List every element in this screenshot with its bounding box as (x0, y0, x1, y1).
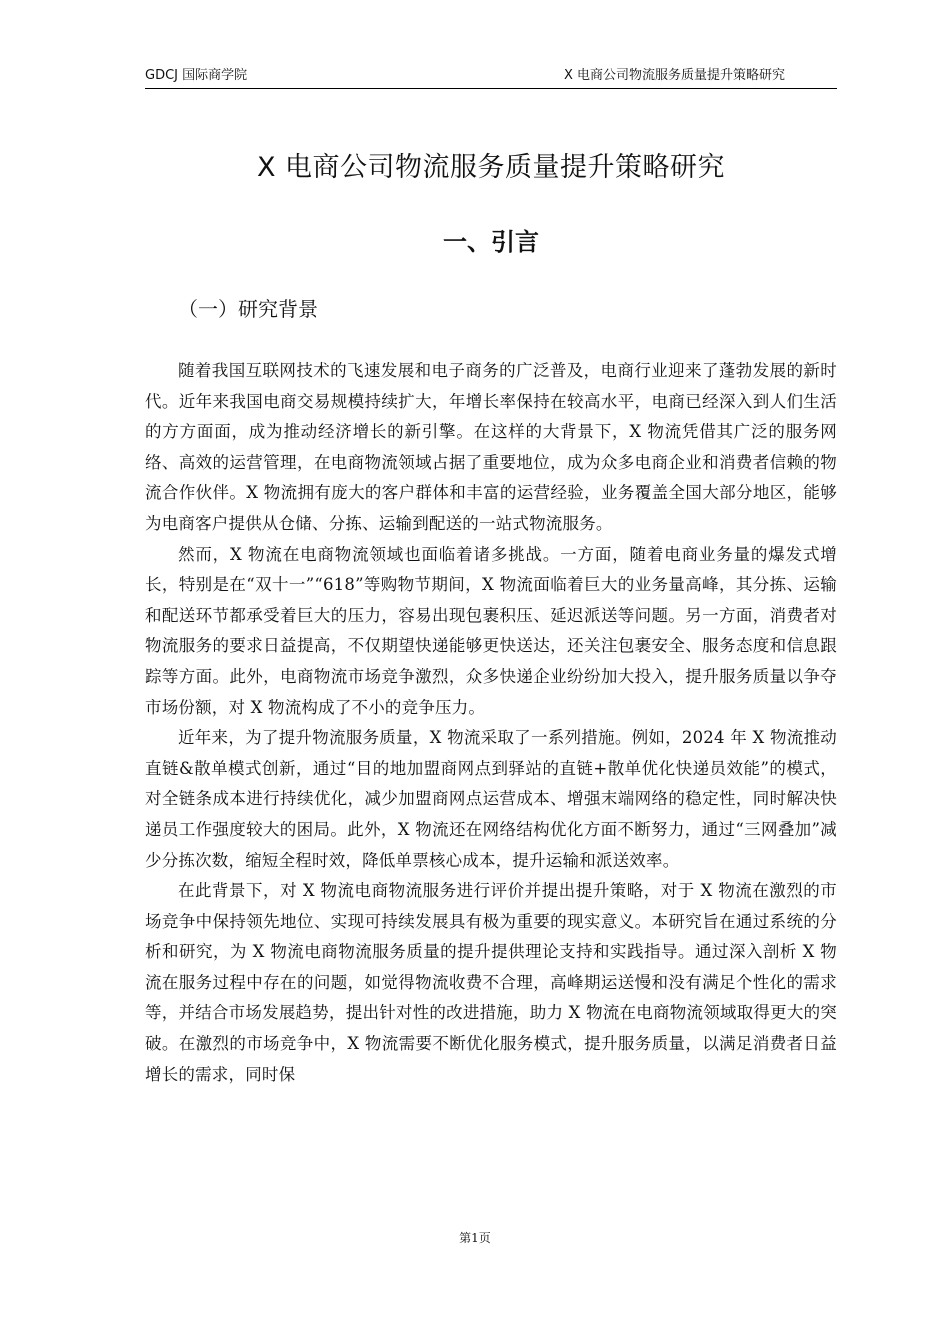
paragraph: 在此背景下，对 X 物流电商物流服务进行评价并提出提升策略，对于 X 物流在激烈的市场竞争中保持领先地位、实现可持续发展具有极为重要的现实意义。本研究旨在通过系统的分析和研究，为 X 物流电商物流服务质量的提升提供理论支持和实践指导。通过深入剖析 X 物流在服务过程中存在的问题，如觉得物流收费不合理，高峰期运送慢和没有满足个性化的需求等，并结合市场发展趋势，提出针对性的改进措施，助力 X 物流在电商物流领域取得更大的突破。在激烈的市场竞争中，X 物流需要不断优化服务模式，提升服务质量，以满足消费者日益增长的需求，同时保 (145, 881, 837, 1084)
paragraph: 随着我国互联网技术的飞速发展和电子商务的广泛普及，电商行业迎来了蓬勃发展的新时代。近年来我国电商交易规模持续扩大，年增长率保持在较高水平，电商已经深入到人们生活的方方面面，成为推动经济增长的新引擎。在这样的大背景下，X 物流凭借其广泛的服务网络、高效的运营管理，在电商物流领域占据了重要地位，成为众多电商企业和消费者信赖的物流合作伙伴。X 物流拥有庞大的客户群体和丰富的运营经验，业务覆盖全国大部分地区，能够为电商客户提供从仓储、分拣、运输到配送的一站式物流服务。 (145, 361, 837, 533)
subsection-heading: （一）研究背景 (178, 297, 318, 321)
body-text (145, 356, 837, 1090)
section-heading: 一、引言 (443, 228, 539, 256)
paragraph: 近年来，为了提升物流服务质量，X 物流采取了一系列措施。例如，2024 年 X 物流推动直链&散单模式创新，通过“目的地加盟商网点到驿站的直链+散单优化快递员效能”的模式，对全链条成本进行持续优化，减少加盟商网点运营成本、增强末端网络的稳定性，同时解决快递员工作强度较大的困局。此外，X 物流还在网络结构优化方面不断努力，通过“三网叠加”减少分拣次数，缩短全程时效，降低单票核心成本，提升运输和派送效率。 (145, 728, 837, 870)
header-doc-title: X 电商公司物流服务质量提升策略研究 (563, 68, 785, 83)
document-title: X 电商公司物流服务质量提升策略研究 (256, 152, 726, 183)
page-number: 第1页 (459, 1231, 491, 1245)
page-header (145, 66, 837, 89)
paragraph: 然而，X 物流在电商物流领域也面临着诸多挑战。一方面，随着电商业务量的爆发式增长，特别是在“双十一”“618”等购物节期间，X 物流面临着巨大的业务量高峰，其分拣、运输和配送环节都承受着巨大的压力，容易出现包裹积压、延迟派送等问题。另一方面，消费者对物流服务的要求日益提高，不仅期望快递能够更快送达，还关注包裹安全、服务态度和信息跟踪等方面。此外，电商物流市场竞争激烈，众多快递企业纷纷加大投入，提升服务质量以争夺市场份额，对 X 物流构成了不小的竞争压力。 (145, 544, 837, 717)
header-institution: GDCJ 国际商学院 (145, 68, 248, 83)
